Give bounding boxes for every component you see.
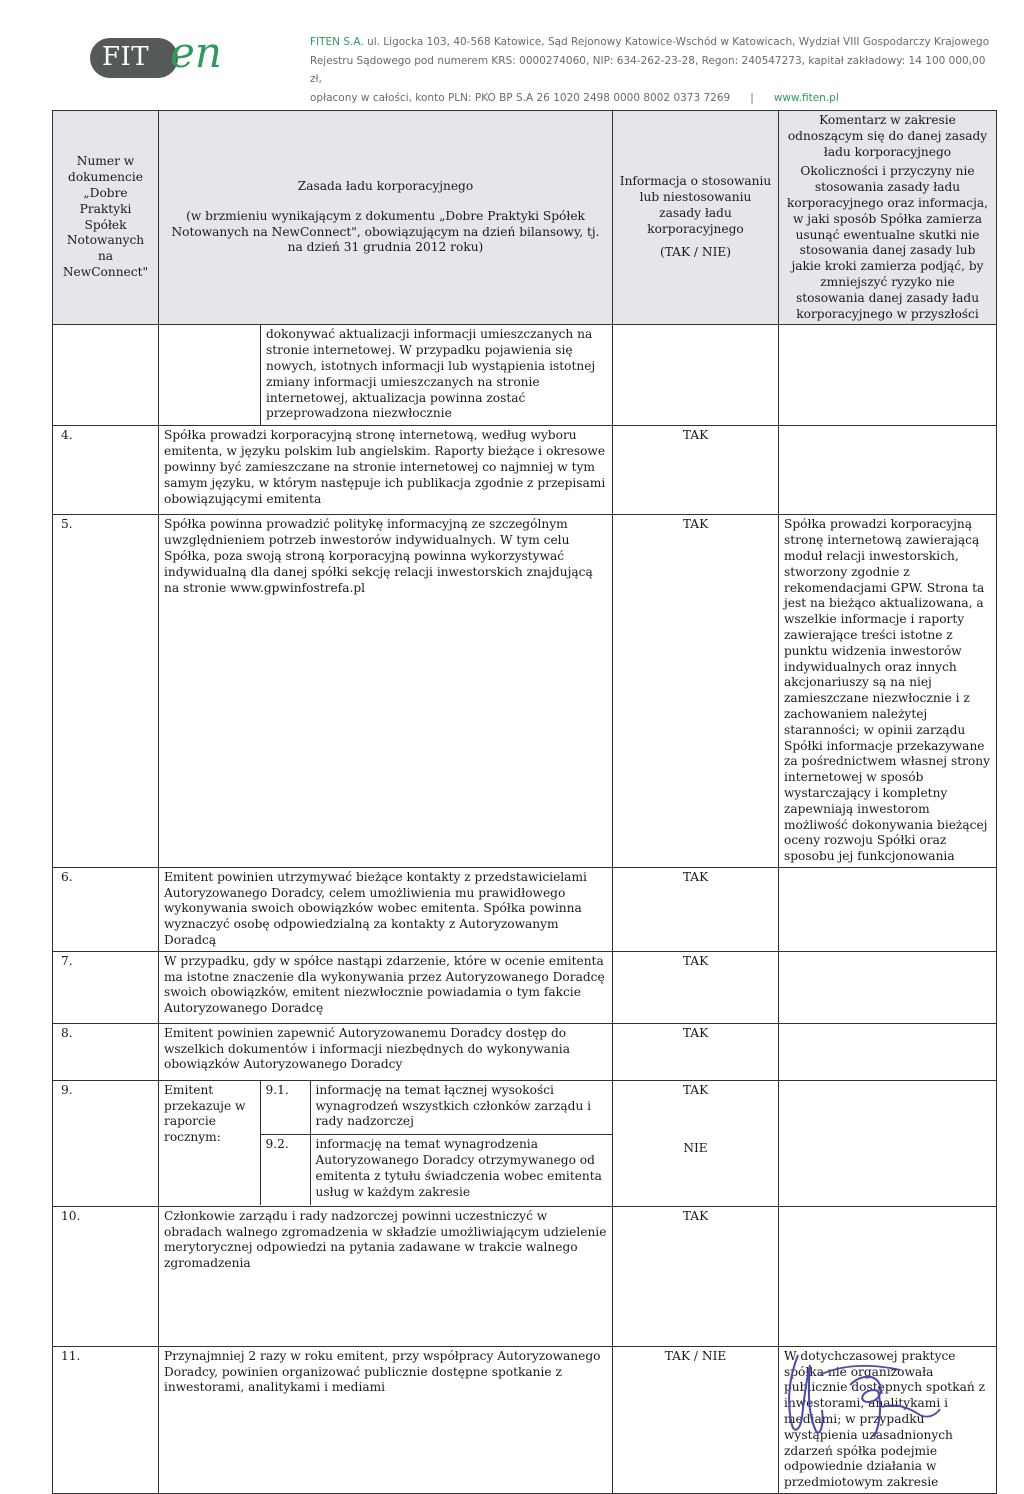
cell-status [613,325,779,426]
subrule-status: TAK [682,1082,709,1097]
header-rule-title: Zasada ładu korporacyjnego [297,179,474,194]
cell-number [53,325,159,426]
cell-number: 9. [53,1080,159,1206]
logo-en-text: en [170,28,222,77]
subrule-number: 9.1. [260,1081,310,1135]
cell-comment [779,1080,997,1206]
separator: | [750,91,754,104]
subrule-status: NIE [683,1140,708,1155]
cell-rule [159,1080,613,1206]
cell-number: 11. [53,1346,159,1493]
table-row [53,1023,997,1080]
company-name: FITEN S.A. [310,36,364,48]
header-rule [159,111,613,325]
header-comment-sub: Okoliczności i przyczyny nie stosowania zasady ładu korporacyjnego oraz informacja, w jaki sposób Spółka zamierza usunąć ewentualne skutki nie stosowania danej zasady lub jakie kroki zamierza podjąć, by zmniejszyć ryzyko nie stosowania danej zasady ładu korporacyjnego w przyszłości [786,164,989,321]
cell-rule: Emitent powinien utrzymywać bieżące kontakty z przedstawicielami Autoryzowanego Doradcy, celem umożliwienia mu prawidłowego wykonywania swoich obowiązków wobec emitenta. Spółka powinna wyznaczyć osobę odpowiedzialną za kontakty z Autoryzowanym Doradcą [159,867,613,951]
subrule-number: 9.2. [260,1135,310,1205]
company-address: ul. Ligocka 103, 40-568 Katowice, Sąd Rejonowy Katowice-Wschód w Katowicach, Wydział VIII Gospodarczy Krajowego [367,36,990,48]
header-comment-title: Komentarz w zakresie odnoszącym się do danej zasady ładu korporacyjnego [787,113,988,159]
table-row [53,1206,997,1346]
cell-status: TAK [613,951,779,1023]
cell-status [613,1080,779,1206]
table-row [53,325,997,426]
header-rule-sub: (w brzmieniu wynikającym z dokumentu „Dobre Praktyki Spółek Notowanych na NewConnect", obowiązującym na dzień bilansowy, tj. na dzień 31 grudnia 2012 roku) [171,208,600,255]
logo-fit-text: FIT [102,42,150,72]
cell-comment: W dotychczasowej praktyce spółka nie organizowała publicznie dostępnych spotkań z inwestorami, analitykami i mediami; w przypadku wystąpienia uzasadnionych zdarzeń spółka podejmie odpowiednie działania w przedmiotowym zakresie [779,1346,997,1493]
corporate-governance-table [52,110,997,1494]
table-row [53,1080,997,1206]
cell-number: 7. [53,951,159,1023]
cell-comment: Spółka prowadzi korporacyjną stronę internetową zawierającą moduł relacji inwestorskich, stworzony zgodnie z rekomendacjami GPW. Strona ta jest na bieżąco aktualizowana, a wszelkie informacje i raporty zawierające treści istotne z punktu widzenia inwestorów indywidualnych oraz innych akcjonariuszy są na niej zamieszczane niezwłocznie i z zachowaniem należytej staranności; w opinii zarządu Spółki informacje przekazywane za pośrednictwem własnej strony internetowej w sposób wystarczający i kompletny zapewniają inwestorom możliwość dokonywania bieżącej oceny rozwoju Spółki oraz sposobu jej funkcjonowania [779,515,997,868]
cell-comment [779,867,997,951]
website-link[interactable]: www.fiten.pl [773,91,839,104]
table-row [53,951,997,1023]
header-status [613,111,779,325]
cell-number: 6. [53,867,159,951]
continuation-text: dokonywać aktualizacji informacji umieszczanych na stronie internetowej. W przypadku pojawienia się nowych, istotnych informacji lub wystąpienia istotnej zmiany informacji umieszczanych na stronie internetowej, aktualizacja powinna zostać przeprowadzona niezwłocznie [260,325,612,425]
cell-status: TAK [613,515,779,868]
fiten-logo [90,28,225,82]
cell-comment [779,951,997,1023]
cell-comment [779,325,997,426]
table-row [53,867,997,951]
cell-rule [159,325,613,426]
cell-rule: W przypadku, gdy w spółce nastąpi zdarzenie, które w ocenie emitenta ma istotne znaczenie dla wykonywania przez Autoryzowanego Doradcę swoich obowiązków, emitent niezwłocznie powiadamia o tym fakcie Autoryzowanego Doradcę [159,951,613,1023]
subrule-intro: Emitent przekazuje w raporcie rocznym: [159,1081,260,1205]
signature-image [760,1345,960,1440]
company-info-line2: Rejestru Sądowego pod numerem KRS: 0000274060, NIP: 634-262-23-28, Regon: 240547273, kapitał zakładowy: 14 100 000,00 zł, [310,54,986,85]
table-row [53,426,997,515]
cell-rule: Członkowie zarządu i rady nadzorczej powinni uczestniczyć w obradach walnego zgromadzenia w składzie umożliwiającym udzielenie merytorycznej odpowiedzi na pytania zadawane w trakcie walnego zgromadzenia [159,1206,613,1346]
cell-rule: Przynajmniej 2 razy w roku emitent, przy współpracy Autoryzowanego Doradcy, powinien organizować publicznie dostępne spotkanie z inwestorami, analitykami i mediami [159,1346,613,1493]
cell-comment [779,426,997,515]
cell-number: 10. [53,1206,159,1346]
cell-status: TAK [613,867,779,951]
table-row [53,515,997,868]
subrule-text: informację na temat łącznej wysokości wynagrodzeń wszystkich członków zarządu i rady nadzorczej [310,1081,612,1135]
company-info [310,33,990,107]
cell-comment [779,1206,997,1346]
cell-rule: Spółka powinna prowadzić politykę informacyjną ze szczególnym uwzględnieniem potrzeb inwestorów indywidualnych. W tym celu Spółka, poza swoją stroną korporacyjną powinna wykorzystywać indywidualną dla danej spółki sekcję relacji inwestorskich znajdującą na stronie www.gpwinfostrefa.pl [159,515,613,868]
header-comment [779,111,997,325]
cell-rule: Spółka prowadzi korporacyjną stronę internetową, według wyboru emitenta, w języku polskim lub angielskim. Raporty bieżące i okresowe powinny być zamieszczane na stronie internetowej co najmniej w tym samym języku, w którym następuje ich publikacja zgodnie z przepisami obowiązującymi emitenta [159,426,613,515]
cell-status: TAK [613,426,779,515]
company-info-line3 [310,89,990,108]
header-number: Numer w dokumencie „Dobre Praktyki Spółek Notowanych na NewConnect" [53,111,159,325]
cell-number: 4. [53,426,159,515]
subrule-table [159,1081,612,1205]
cell-number: 8. [53,1023,159,1080]
subrule-text: informację na temat wynagrodzenia Autoryzowanego Doradcy otrzymywanego od emitenta z tytułu świadczenia wobec emitenta usług w każdym zakresie [310,1135,612,1205]
header-status-title: Informacja o stosowaniu lub niestosowaniu zasady ładu korporacyjnego [619,174,772,236]
company-info-line1 [310,33,990,52]
cell-status: TAK / NIE [613,1346,779,1493]
cell-rule: Emitent powinien zapewnić Autoryzowanemu Doradcy dostęp do wszelkich dokumentów i informacji niezbędnych do wykonywania obowiązków Autoryzowanego Doradcy [159,1023,613,1080]
header-status-sub: (TAK / NIE) [659,245,732,260]
cell-comment [779,1023,997,1080]
cell-status: TAK [613,1206,779,1346]
cell-number: 5. [53,515,159,868]
header-row [53,111,997,325]
company-account: opłacony w całości, konto PLN: PKO BP S.A 26 1020 2498 0000 8002 0373 7269 [310,91,731,104]
cell-status: TAK [613,1023,779,1080]
